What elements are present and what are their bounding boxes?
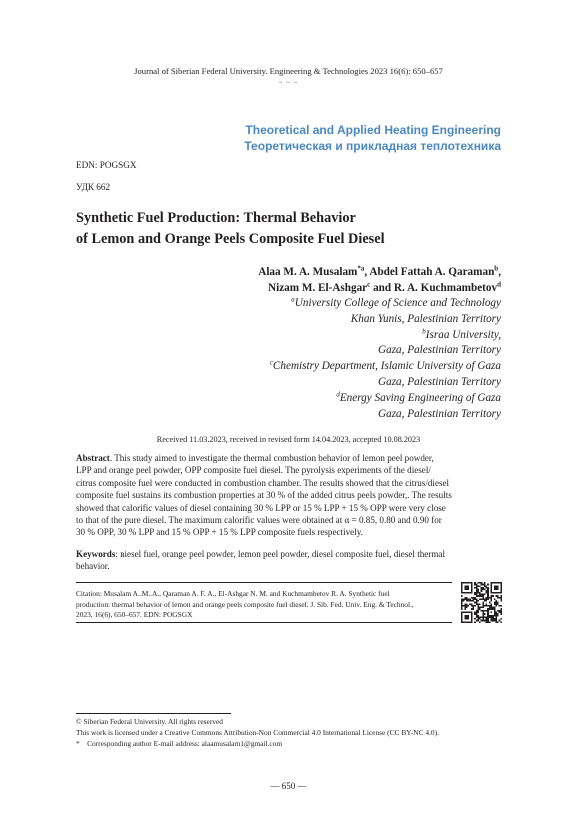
citation-line: production: thermal behavior of lemon and orange peels composite fuel diesel. J. Sib. Fed. Univ. Eng. & Technol.,	[76, 599, 414, 609]
abstract-text: . This study aimed to investigate the thermal combustion behavior of lemon peel powder,	[109, 453, 434, 463]
author-3: Nizam M. El-Ashgar	[268, 282, 368, 294]
received-dates: Received 11.03.2023, received in revised form 14.04.2023, accepted 10.08.2023	[156, 435, 421, 444]
citation-block	[76, 589, 456, 621]
affiliation-name	[270, 296, 501, 312]
author-4: R. A. Kuchmambetov	[393, 282, 498, 294]
affiliation-name	[270, 391, 501, 407]
citation-rule-top	[76, 582, 452, 583]
authors-line-2	[258, 280, 501, 296]
abstract-line: showed that calorific values of diesel containing 30 % LPP or 15 % LPP + 15 % OPP were very close	[76, 502, 446, 513]
affiliation-sup: c	[269, 358, 273, 367]
author-4-sup: d	[497, 280, 501, 289]
section-title-ru: Теоретическая и прикладная теплотехника	[244, 139, 501, 153]
keywords-line	[76, 548, 501, 560]
title-line-2: of Lemon and Orange Peels Composite Fuel Diesel	[76, 231, 385, 247]
affiliation-sup: b	[422, 326, 426, 335]
corresponding-note	[76, 738, 439, 749]
affiliation-text: University College of Science and Technology	[294, 297, 501, 309]
abstract-line: composite fuel sustains its combustion properties at 30 % of the added citrus peels powder,. The results	[76, 490, 452, 501]
affiliation-place: Khan Yunis, Palestinian Territory	[350, 312, 501, 325]
author-sep: and	[370, 282, 394, 294]
abstract-line: 30 % OPP, 30 % LPP and 15 % OPP + 15 % LPP composite fuels respectively.	[76, 527, 363, 538]
abstract-line	[76, 452, 501, 464]
keywords	[76, 548, 501, 573]
paper-title	[76, 208, 506, 250]
abstract-line: citrus composite fuel were conducted in combustion chamber. The results showed that the citrus/diesel	[76, 477, 450, 488]
keywords-text: : вiesel fuel, orange peel powder, lemon peel powder, diesel composite fuel, diesel thermal	[115, 549, 445, 559]
corresponding-text: Corresponding author E-mail address: alaamusalam1@gmail.com	[87, 739, 283, 748]
journal-header: Journal of Siberian Federal University. Engineering & Technologies 2023 16(6): 650–657	[134, 66, 443, 76]
abstract-line: LPP and orange peel powder, OPP composite fuel diesel. The pyrolysis experiments of the diesel/	[76, 465, 431, 476]
affiliation-name	[270, 328, 501, 344]
authors-block	[258, 264, 501, 296]
affiliation-sup: a	[291, 295, 295, 304]
citation-line: Citation: Musalam A..M..A., Qaraman A. F. A., El-Ashgar N. M. and Kuchmambetov R. A. Synthetic fuel	[76, 589, 390, 598]
edn-code: EDN: POGSGX	[76, 160, 137, 170]
affiliation-place: Gaza, Palestinian Territory	[378, 407, 501, 420]
page-number: — 650 —	[270, 781, 307, 791]
license-note: This work is licensed under a Creative Commons Attribution-Non Commercial 4.0 International License (CC BY-NC 4.0).	[76, 728, 439, 737]
citation-line: 2023, 16(6), 650–657. EDN: POGSGX	[76, 610, 193, 620]
keywords-label: Keywords	[76, 549, 116, 559]
affiliation-text: Energy Saving Engineering of Gaza	[339, 391, 501, 404]
abstract-label: Abstract	[76, 453, 110, 463]
author-2-sup: b	[494, 264, 499, 273]
abstract	[76, 452, 501, 539]
author-1: Alaa M. A. Musalam	[258, 266, 358, 278]
author-sep: ,	[364, 266, 370, 278]
affiliation-name	[270, 359, 501, 375]
author-3-sup: c	[367, 280, 371, 289]
qr-code-icon[interactable]	[461, 582, 502, 623]
copyright-note: © Siberian Federal University. All rights reserved	[76, 717, 223, 726]
author-sep: ,	[498, 266, 501, 278]
author-1-sup: *a	[357, 264, 365, 273]
udk-code: УДК 662	[76, 182, 111, 192]
affiliation-place: Gaza, Palestinian Territory	[378, 344, 501, 357]
footnotes	[76, 716, 439, 749]
title-line-1: Synthetic Fuel Production: Thermal Behavior	[76, 210, 356, 226]
footnote-star: *	[76, 739, 80, 748]
keywords-line: behavior.	[76, 561, 110, 572]
abstract-line: to that of the pure diesel. The maximum calorific values were obtained at α = 0.85, 0.80 and 0.90 for	[76, 515, 442, 526]
affiliation-sup: d	[336, 390, 340, 399]
author-2: Abdel Fattah A. Qaraman	[369, 266, 495, 278]
section-title-en: Theoretical and Applied Heating Engineering	[245, 123, 501, 137]
header-ornament: ~ ~ ~	[278, 79, 299, 87]
citation-rule-bottom	[76, 622, 452, 623]
footnote-rule	[76, 713, 231, 714]
affiliations-block	[270, 296, 501, 422]
affiliation-place: Gaza, Palestinian Territory	[378, 375, 501, 388]
affiliation-text: Israa University,	[425, 328, 501, 341]
affiliation-text: Chemistry Department, Islamic University of Gaza	[272, 360, 501, 373]
authors-line-1	[258, 264, 501, 280]
